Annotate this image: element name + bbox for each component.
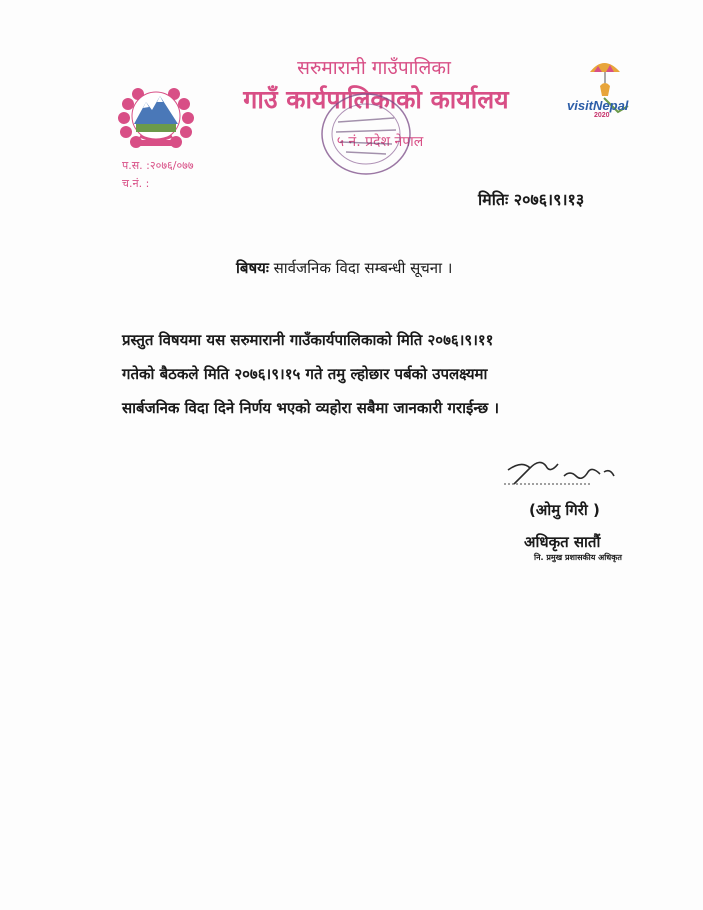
- body-line-1: प्रस्तुत विषयमा यस सरुमारानी गाउँकार्यपालिकाको मिति २०७६।९।११: [122, 331, 494, 349]
- subject-text: सार्वजनिक विदा सम्बन्धी सूचना ।: [273, 259, 453, 277]
- subject-label: बिषयः: [236, 259, 269, 277]
- signatory-subtitle: नि. प्रमुख प्रशासकीय अधिकृत: [534, 553, 622, 562]
- signatory-name: (ओमु गिरी ): [529, 501, 600, 519]
- signatory-title: अधिकृत सातौं: [524, 533, 601, 551]
- handwritten-signature: [500, 454, 620, 488]
- subject-line: [236, 258, 452, 278]
- document-date: मितिः २०७६।९।१३: [478, 190, 585, 209]
- body-line-2: गतेको बैठकले मिति २०७६।९।१५ गते तमु ल्होछार पर्बको उपलक्ष्यमा: [122, 365, 488, 383]
- dispatch-number: च.नं. :: [122, 177, 150, 190]
- visit-nepal-year: 2020: [594, 112, 610, 119]
- office-name: गाउँ कार्यपालिकाको कार्यालय: [243, 85, 509, 114]
- municipality-name: सरुमारानी गाउँपालिका: [297, 57, 451, 79]
- fiscal-year-reference: प.स. :२०७६/०७७: [122, 159, 194, 172]
- body-line-3: सार्बजनिक विदा दिने निर्णय भएको व्यहोरा सबैमा जानकारी गराईन्छ ।: [122, 399, 500, 417]
- nepal-emblem-icon: [116, 84, 196, 152]
- visit-nepal-text: visitNepal: [567, 98, 629, 113]
- province-name: ५ नं. प्रदेश नेपाल: [336, 134, 424, 150]
- office-stamp-icon: [316, 88, 416, 180]
